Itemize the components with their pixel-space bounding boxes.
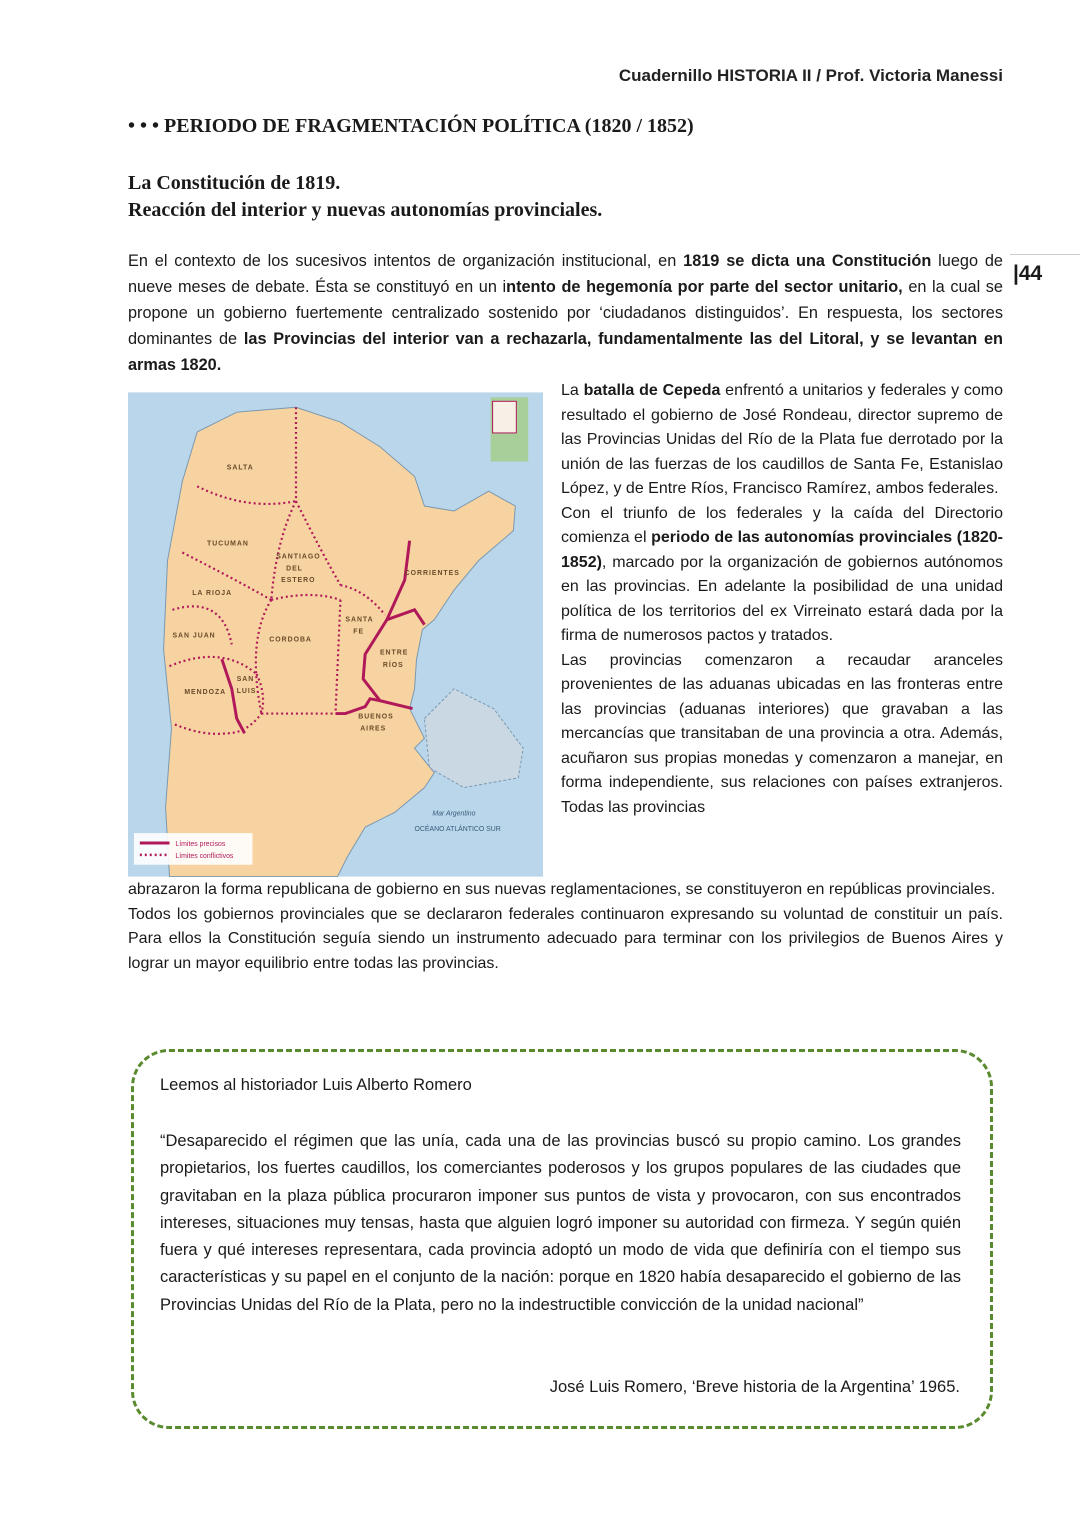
bold-text: batalla de Cepeda [583, 382, 721, 399]
label-salta: SALTA [226, 464, 254, 472]
paragraph: abrazaron la forma republicana de gobierno en sus nuevas reglamentaciones, se constituyeron en repúblicas provinciales. [128, 881, 996, 898]
label-santa-fe: SANTA [345, 616, 374, 624]
label-buenos-aires-2: AIRES [360, 725, 387, 733]
label-entre-rios: ENTRE [379, 649, 409, 657]
quote-heading: Leemos al historiador Luis Alberto Romero [160, 1076, 472, 1094]
bold-text: periodo de las autonomías provinciales (1820-1852) [561, 529, 1003, 571]
legend-box [134, 833, 253, 865]
quote-source: José Luis Romero, ‘Breve historia de la Argentina’ 1965. [549, 1378, 960, 1396]
text: La [561, 382, 584, 399]
label-san-juan: SAN JUAN [172, 632, 216, 640]
label-oceano: OCÉANO ATLÁNTICO SUR [414, 826, 501, 834]
label-mar-argentino: Mar Argentino [432, 810, 476, 818]
label-mendoza: MENDOZA [184, 688, 227, 696]
text: enfrentó a unitarios y federales y como resultado el gobierno de José Rondeau, director supremo de las Provincias Unidas del Río de la Plata fue derrotado por la unión de las fuerzas de los caudillos de Santa Fe, Estanislao López, y de Entre Ríos, Francisco Ramírez, ambos federales. [561, 382, 1004, 497]
legend-precise: Límites precisos [175, 840, 226, 848]
bold-text: las Provincias del interior van a rechazarla, fundamentalmente las del Litoral, y se levantan en armas 1820. [128, 330, 1003, 374]
text: en la cual se propone un gobierno fuertemente centralizado sostenido por ‘ciudadanos distinguidos’. En respuesta, los sectores dominantes de [128, 278, 1003, 348]
inset-frame [493, 401, 517, 433]
historical-map [128, 392, 543, 877]
subtitle-line1: La Constitución de 1819. [128, 172, 341, 194]
legend-conflict: Límites conflictivos [175, 852, 234, 860]
label-san-luis: SAN [236, 675, 255, 683]
subtitle-line2: Reacción del interior y nuevas autonomías provinciales. [128, 199, 603, 221]
text: Con el triunfo de los federales y la caída del Directorio comienza el [561, 504, 1003, 546]
label-santiago: SANTIAGO [276, 553, 321, 561]
label-santiago-3: ESTERO [281, 577, 316, 585]
label-cordoba: CORDOBA [269, 636, 312, 644]
paragraph [561, 379, 1003, 502]
right-column-text [561, 379, 1003, 820]
section-title: • • • PERIODO DE FRAGMENTACIÓN POLÍTICA (1820 / 1852) [128, 115, 694, 137]
bottom-text [128, 878, 1003, 976]
page-divider [1010, 254, 1080, 255]
paragraph: Las provincias comenzaron a recaudar aranceles provenientes de las aduanas ubicadas en las fronteras entre las provincias (aduanas interiores) que gravaban a las mercancías que transitaban de una provincia a otra. Además, acuñaron sus propias monedas y comenzaron a manejar, en forma independiente, sus relaciones con países extranjeros. Todas las provincias [561, 651, 1003, 816]
text: En el contexto de los sucesivos intentos de organización institucional, en [128, 252, 684, 270]
label-santa-fe-2: FE [353, 628, 365, 636]
paragraph: Todos los gobiernos provinciales que se declararon federales continuaron expresando su voluntad de constituir un país. Para ellos la Constitución seguía siendo un instrumento adecuado para terminar con los privilegios de Buenos Aires y lograr un mayor equilibrio entre todas las provincias. [128, 905, 1003, 972]
label-san-luis-2: LUIS [236, 687, 257, 695]
text: luego de nueve meses de debate. Ésta se constituyó en un i [128, 252, 1003, 296]
label-la-rioja: LA RIOJA [192, 589, 233, 597]
label-buenos-aires: BUENOS [358, 713, 394, 721]
quote-text: “Desaparecido el régimen que las unía, cada una de las provincias buscó su propio camino. Los grandes propietarios, los fuertes caudillos, los comerciantes poderosos y los grupos populares de las ciudades que gravitaban en la plaza pública procuraron imponer sus puntos de vista y provocaron, con sus encontrados intereses, situaciones muy tensas, hasta que alguien logró imponer su autoridad con firmeza. Y según quién fuera y qué intereses representara, cada provincia adoptó un modo de vida que definiría con el tiempo sus características y su papel en el conjunto de la nación: porque en 1820 había desaparecido el gobierno de las Provincias Unidas del Río de la Plata, pero no la indestructible convicción de la unidad nacional” [160, 1132, 961, 1314]
label-entre-rios-2: RÍOS [382, 662, 404, 670]
page-number: |44 [1013, 262, 1043, 285]
text: , marcado por la organización de gobiernos autónomos en las provincias. En adelante la posibilidad de una unidad política de los territorios del ex Virreinato estará dada por la firma de numerosos pactos y tratados. [561, 553, 1003, 644]
bold-text: 1819 se dicta una Constitución [683, 252, 932, 270]
label-tucuman: TUCUMAN [207, 540, 249, 548]
label-santiago-2: DEL [286, 565, 303, 573]
bold-text: ntento de hegemonía por parte del sector unitario, [506, 278, 903, 296]
intro-paragraph [128, 248, 1003, 378]
header-title: Cuadernillo HISTORIA II / Prof. Victoria Manessi [618, 66, 1003, 85]
label-corrientes: CORRIENTES [404, 570, 460, 578]
paragraph [561, 502, 1003, 649]
subtitle [128, 170, 602, 224]
